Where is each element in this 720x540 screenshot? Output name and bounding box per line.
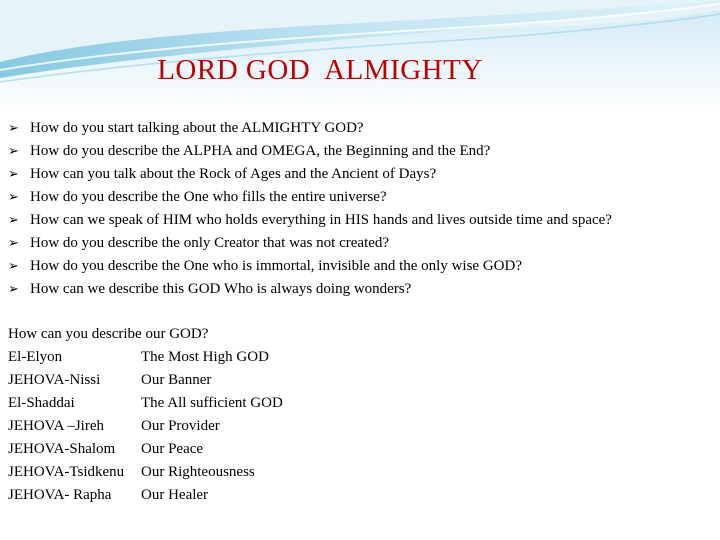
name-row	[8, 484, 283, 507]
name-meaning: The Most High GOD	[141, 349, 269, 365]
arrow-bullet-icon: ➢	[8, 167, 19, 182]
question-text: How do you start talking about the ALMIGHTY GOD?	[30, 120, 364, 136]
name-meaning: Our Peace	[141, 441, 204, 457]
list-item	[8, 140, 612, 163]
name-row	[8, 346, 283, 369]
list-item	[8, 117, 612, 140]
page-title: LORD GOD ALMIGHTY	[157, 54, 483, 86]
arrow-bullet-icon: ➢	[8, 236, 19, 251]
divine-name: El-Shaddai	[8, 395, 75, 411]
list-item	[8, 278, 612, 301]
list-item	[8, 186, 612, 209]
divine-name: JEHOVA –Jireh	[8, 418, 104, 434]
divine-name: JEHOVA-Shalom	[8, 441, 116, 457]
name-row	[8, 369, 283, 392]
question-text: How can we speak of HIM who holds everything in HIS hands and lives outside time and space?	[30, 212, 612, 228]
names-heading: How can you describe our GOD?	[8, 326, 209, 342]
arrow-bullet-icon: ➢	[8, 121, 19, 136]
question-text: How do you describe the only Creator that was not created?	[30, 235, 390, 251]
name-row	[8, 415, 283, 438]
list-item	[8, 255, 612, 278]
name-meaning: Our Righteousness	[141, 464, 255, 480]
arrow-bullet-icon: ➢	[8, 282, 19, 297]
list-item	[8, 209, 612, 232]
divine-name: JEHOVA-Tsidkenu	[8, 464, 125, 480]
question-text: How do you describe the One who fills the entire universe?	[30, 189, 387, 205]
name-row	[8, 392, 283, 415]
question-text: How do you describe the One who is immortal, invisible and the only wise GOD?	[30, 258, 522, 274]
name-meaning: Our Provider	[141, 418, 220, 434]
name-row	[8, 438, 283, 461]
arrow-bullet-icon: ➢	[8, 190, 19, 205]
names-section	[8, 323, 283, 507]
divine-name: El-Elyon	[8, 349, 63, 365]
arrow-bullet-icon: ➢	[8, 144, 19, 159]
list-item	[8, 163, 612, 186]
name-meaning: Our Healer	[141, 487, 209, 503]
divine-name: JEHOVA- Rapha	[8, 487, 112, 503]
question-text: How can we describe this GOD Who is always doing wonders?	[30, 281, 412, 297]
question-list	[8, 117, 612, 301]
name-meaning: Our Banner	[141, 372, 212, 388]
question-text: How can you talk about the Rock of Ages and the Ancient of Days?	[30, 166, 437, 182]
divine-name: JEHOVA-Nissi	[8, 372, 101, 388]
arrow-bullet-icon: ➢	[8, 213, 19, 228]
name-meaning: The All sufficient GOD	[141, 395, 283, 411]
list-item	[8, 232, 612, 255]
question-text: How do you describe the ALPHA and OMEGA, the Beginning and the End?	[30, 143, 491, 159]
arrow-bullet-icon: ➢	[8, 259, 19, 274]
name-row	[8, 461, 283, 484]
